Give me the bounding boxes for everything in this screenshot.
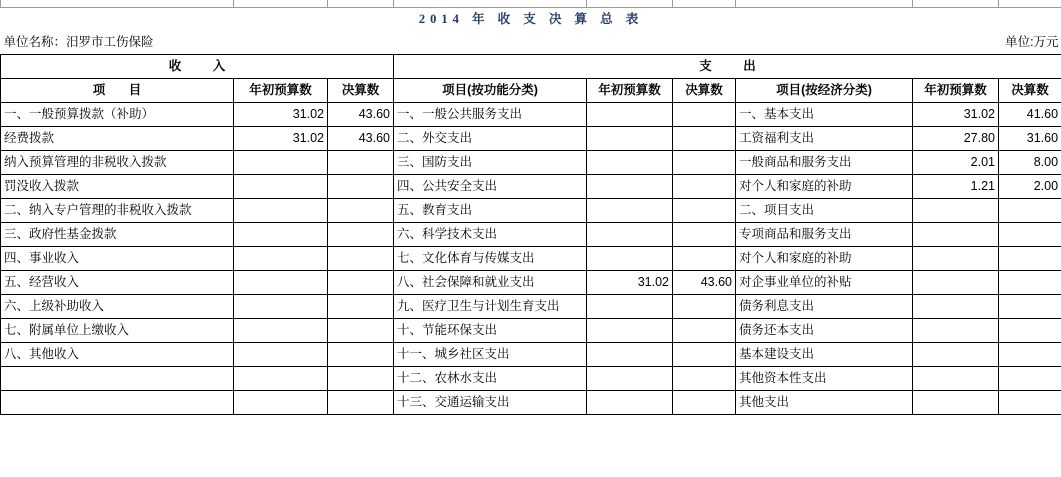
- unit-name-value: 汨罗市工伤保险: [66, 35, 154, 49]
- col-expense-func-final: 决算数: [673, 79, 736, 103]
- cell-func-final[interactable]: [673, 127, 736, 151]
- cell-func-budget[interactable]: [587, 175, 673, 199]
- budget-summary-table: [0, 8, 1061, 415]
- table-row: [1, 175, 1061, 199]
- cell-func-budget[interactable]: [587, 151, 673, 175]
- cell-econ-budget[interactable]: [913, 223, 999, 247]
- table-row: [1, 199, 1061, 223]
- column-header-row: [1, 79, 1061, 103]
- unit-name-cell: [1, 31, 328, 55]
- cell-income-final[interactable]: [328, 199, 394, 223]
- cell-income-item[interactable]: 经费拨款: [1, 127, 234, 151]
- cell-econ-final[interactable]: 41.60: [999, 103, 1061, 127]
- cell-income-final[interactable]: [328, 319, 394, 343]
- cell-func-budget[interactable]: 31.02: [587, 271, 673, 295]
- table-row: [1, 367, 1061, 391]
- cell-func-item[interactable]: 十三、交通运输支出: [394, 391, 587, 415]
- cell-func-item[interactable]: 六、科学技术支出: [394, 223, 587, 247]
- cell-func-final[interactable]: [673, 247, 736, 271]
- cell-income-item[interactable]: 一、一般预算拨款（补助）: [1, 103, 234, 127]
- cell-func-item[interactable]: 十、节能环保支出: [394, 319, 587, 343]
- cell-income-item[interactable]: 三、政府性基金拨款: [1, 223, 234, 247]
- spacer-cell-e: [736, 31, 913, 55]
- col-income-item: 项 目: [1, 79, 234, 103]
- spacer-cell-d: [673, 31, 736, 55]
- cell-econ-budget[interactable]: [913, 391, 999, 415]
- cell-func-item[interactable]: 八、社会保障和就业支出: [394, 271, 587, 295]
- cell-econ-item[interactable]: 债务利息支出: [736, 295, 913, 319]
- unit-info-row: [1, 31, 1061, 55]
- cell-func-item[interactable]: 五、教育支出: [394, 199, 587, 223]
- cell-income-budget[interactable]: 31.02: [234, 103, 328, 127]
- cell-income-item[interactable]: 八、其他收入: [1, 343, 234, 367]
- cell-func-item[interactable]: 二、外交支出: [394, 127, 587, 151]
- cell-income-item[interactable]: 五、经营收入: [1, 271, 234, 295]
- cell-econ-item[interactable]: 一般商品和服务支出: [736, 151, 913, 175]
- cell-econ-budget[interactable]: 1.21: [913, 175, 999, 199]
- cell-econ-final[interactable]: [999, 367, 1061, 391]
- column-header-strip: [0, 0, 1061, 8]
- cell-func-final[interactable]: [673, 103, 736, 127]
- cell-econ-budget[interactable]: [913, 271, 999, 295]
- cell-econ-item[interactable]: 工资福利支出: [736, 127, 913, 151]
- cell-income-item[interactable]: 四、事业收入: [1, 247, 234, 271]
- cell-econ-item[interactable]: 债务还本支出: [736, 319, 913, 343]
- cell-income-item[interactable]: 七、附属单位上缴收入: [1, 319, 234, 343]
- col-expense-func-budget: 年初预算数: [587, 79, 673, 103]
- col-income-final: 决算数: [328, 79, 394, 103]
- section-header-row: [1, 55, 1061, 79]
- cell-func-budget[interactable]: [587, 103, 673, 127]
- cell-func-item[interactable]: 九、医疗卫生与计划生育支出: [394, 295, 587, 319]
- cell-econ-final[interactable]: [999, 391, 1061, 415]
- cell-income-final[interactable]: 43.60: [328, 103, 394, 127]
- cell-func-final[interactable]: [673, 367, 736, 391]
- cell-func-item[interactable]: 十一、城乡社区支出: [394, 343, 587, 367]
- cell-econ-budget[interactable]: [913, 199, 999, 223]
- spacer-cell-b: [394, 31, 587, 55]
- cell-econ-final[interactable]: [999, 223, 1061, 247]
- unit-name-label: 单位名称：: [3, 35, 67, 49]
- cell-func-budget[interactable]: [587, 319, 673, 343]
- cell-econ-budget[interactable]: 27.80: [913, 127, 999, 151]
- cell-income-final[interactable]: [328, 223, 394, 247]
- cell-econ-final[interactable]: [999, 319, 1061, 343]
- spacer-cell-a: [328, 31, 394, 55]
- title-row: [1, 8, 1061, 31]
- cell-income-item[interactable]: 纳入预算管理的非税收入拨款: [1, 151, 234, 175]
- cell-func-budget[interactable]: [587, 343, 673, 367]
- cell-econ-final[interactable]: [999, 271, 1061, 295]
- cell-income-budget[interactable]: [234, 391, 328, 415]
- cell-income-item[interactable]: 罚没收入拨款: [1, 175, 234, 199]
- cell-func-item[interactable]: 一、一般公共服务支出: [394, 103, 587, 127]
- cell-income-budget[interactable]: [234, 367, 328, 391]
- cell-func-item[interactable]: 七、文化体育与传媒支出: [394, 247, 587, 271]
- col-expense-econ-final: 决算数: [999, 79, 1061, 103]
- cell-func-final[interactable]: [673, 319, 736, 343]
- cell-econ-item[interactable]: 二、项目支出: [736, 199, 913, 223]
- cell-func-item[interactable]: 三、国防支出: [394, 151, 587, 175]
- cell-income-budget[interactable]: [234, 223, 328, 247]
- cell-econ-final[interactable]: [999, 343, 1061, 367]
- cell-income-final[interactable]: [328, 151, 394, 175]
- cell-econ-final[interactable]: [999, 247, 1061, 271]
- cell-income-final[interactable]: [328, 367, 394, 391]
- cell-income-final[interactable]: 43.60: [328, 127, 394, 151]
- cell-income-item[interactable]: 六、上级补助收入: [1, 295, 234, 319]
- cell-econ-final[interactable]: [999, 199, 1061, 223]
- cell-income-budget[interactable]: 31.02: [234, 127, 328, 151]
- cell-econ-item[interactable]: 一、基本支出: [736, 103, 913, 127]
- cell-econ-item[interactable]: 专项商品和服务支出: [736, 223, 913, 247]
- expense-section-header: 支 出: [394, 55, 1061, 79]
- cell-func-budget[interactable]: [587, 391, 673, 415]
- cell-econ-budget[interactable]: [913, 343, 999, 367]
- col-income-budget: 年初预算数: [234, 79, 328, 103]
- col-expense-econ-budget: 年初预算数: [913, 79, 999, 103]
- cell-income-budget[interactable]: [234, 343, 328, 367]
- page-title: 2014 年 收 支 决 算 总 表: [418, 12, 644, 26]
- cell-econ-item[interactable]: 基本建设支出: [736, 343, 913, 367]
- cell-income-budget[interactable]: [234, 175, 328, 199]
- cell-func-final[interactable]: [673, 391, 736, 415]
- table-row: [1, 247, 1061, 271]
- table-row: [1, 103, 1061, 127]
- cell-func-final[interactable]: [673, 295, 736, 319]
- cell-econ-budget[interactable]: [913, 319, 999, 343]
- cell-func-final[interactable]: [673, 175, 736, 199]
- cell-income-final[interactable]: [328, 391, 394, 415]
- table-row: [1, 319, 1061, 343]
- cell-econ-budget[interactable]: 31.02: [913, 103, 999, 127]
- table-row: [1, 127, 1061, 151]
- cell-func-item[interactable]: 四、公共安全支出: [394, 175, 587, 199]
- cell-econ-item[interactable]: 对企事业单位的补贴: [736, 271, 913, 295]
- amount-unit-label: 单位:万元: [1005, 35, 1059, 49]
- cell-func-final[interactable]: [673, 199, 736, 223]
- cell-econ-budget[interactable]: [913, 295, 999, 319]
- table-row: [1, 343, 1061, 367]
- cell-econ-item[interactable]: 其他资本性支出: [736, 367, 913, 391]
- cell-econ-budget[interactable]: [913, 247, 999, 271]
- cell-func-final[interactable]: [673, 223, 736, 247]
- cell-income-final[interactable]: [328, 175, 394, 199]
- cell-income-final[interactable]: [328, 247, 394, 271]
- cell-func-budget[interactable]: [587, 295, 673, 319]
- col-expense-func-item: 项目(按功能分类): [394, 79, 587, 103]
- cell-func-budget[interactable]: [587, 127, 673, 151]
- cell-econ-item[interactable]: 对个人和家庭的补助: [736, 247, 913, 271]
- cell-econ-budget[interactable]: [913, 367, 999, 391]
- cell-income-budget[interactable]: [234, 295, 328, 319]
- cell-income-final[interactable]: [328, 343, 394, 367]
- cell-income-budget[interactable]: [234, 271, 328, 295]
- cell-econ-final[interactable]: [999, 295, 1061, 319]
- cell-income-budget[interactable]: [234, 151, 328, 175]
- cell-income-budget[interactable]: [234, 247, 328, 271]
- cell-econ-final[interactable]: 8.00: [999, 151, 1061, 175]
- cell-income-budget[interactable]: [234, 199, 328, 223]
- cell-econ-item[interactable]: 其他支出: [736, 391, 913, 415]
- cell-income-final[interactable]: [328, 295, 394, 319]
- cell-func-budget[interactable]: [587, 247, 673, 271]
- cell-func-budget[interactable]: [587, 367, 673, 391]
- income-section-header: 收 入: [1, 55, 394, 79]
- cell-func-final[interactable]: [673, 343, 736, 367]
- cell-income-item[interactable]: [1, 367, 234, 391]
- table-row: [1, 391, 1061, 415]
- cell-func-budget[interactable]: [587, 199, 673, 223]
- cell-income-final[interactable]: [328, 271, 394, 295]
- table-row: [1, 295, 1061, 319]
- cell-econ-item[interactable]: 对个人和家庭的补助: [736, 175, 913, 199]
- cell-econ-budget[interactable]: 2.01: [913, 151, 999, 175]
- spacer-cell-c: [587, 31, 673, 55]
- cell-func-budget[interactable]: [587, 223, 673, 247]
- table-row: [1, 151, 1061, 175]
- cell-econ-final[interactable]: 31.60: [999, 127, 1061, 151]
- cell-income-item[interactable]: 二、纳入专户管理的非税收入拨款: [1, 199, 234, 223]
- cell-func-final[interactable]: [673, 151, 736, 175]
- table-row: [1, 271, 1061, 295]
- cell-income-budget[interactable]: [234, 319, 328, 343]
- cell-func-item[interactable]: 十二、农林水支出: [394, 367, 587, 391]
- cell-func-final[interactable]: 43.60: [673, 271, 736, 295]
- cell-econ-final[interactable]: 2.00: [999, 175, 1061, 199]
- col-expense-econ-item: 项目(按经济分类): [736, 79, 913, 103]
- cell-income-item[interactable]: [1, 391, 234, 415]
- table-row: [1, 223, 1061, 247]
